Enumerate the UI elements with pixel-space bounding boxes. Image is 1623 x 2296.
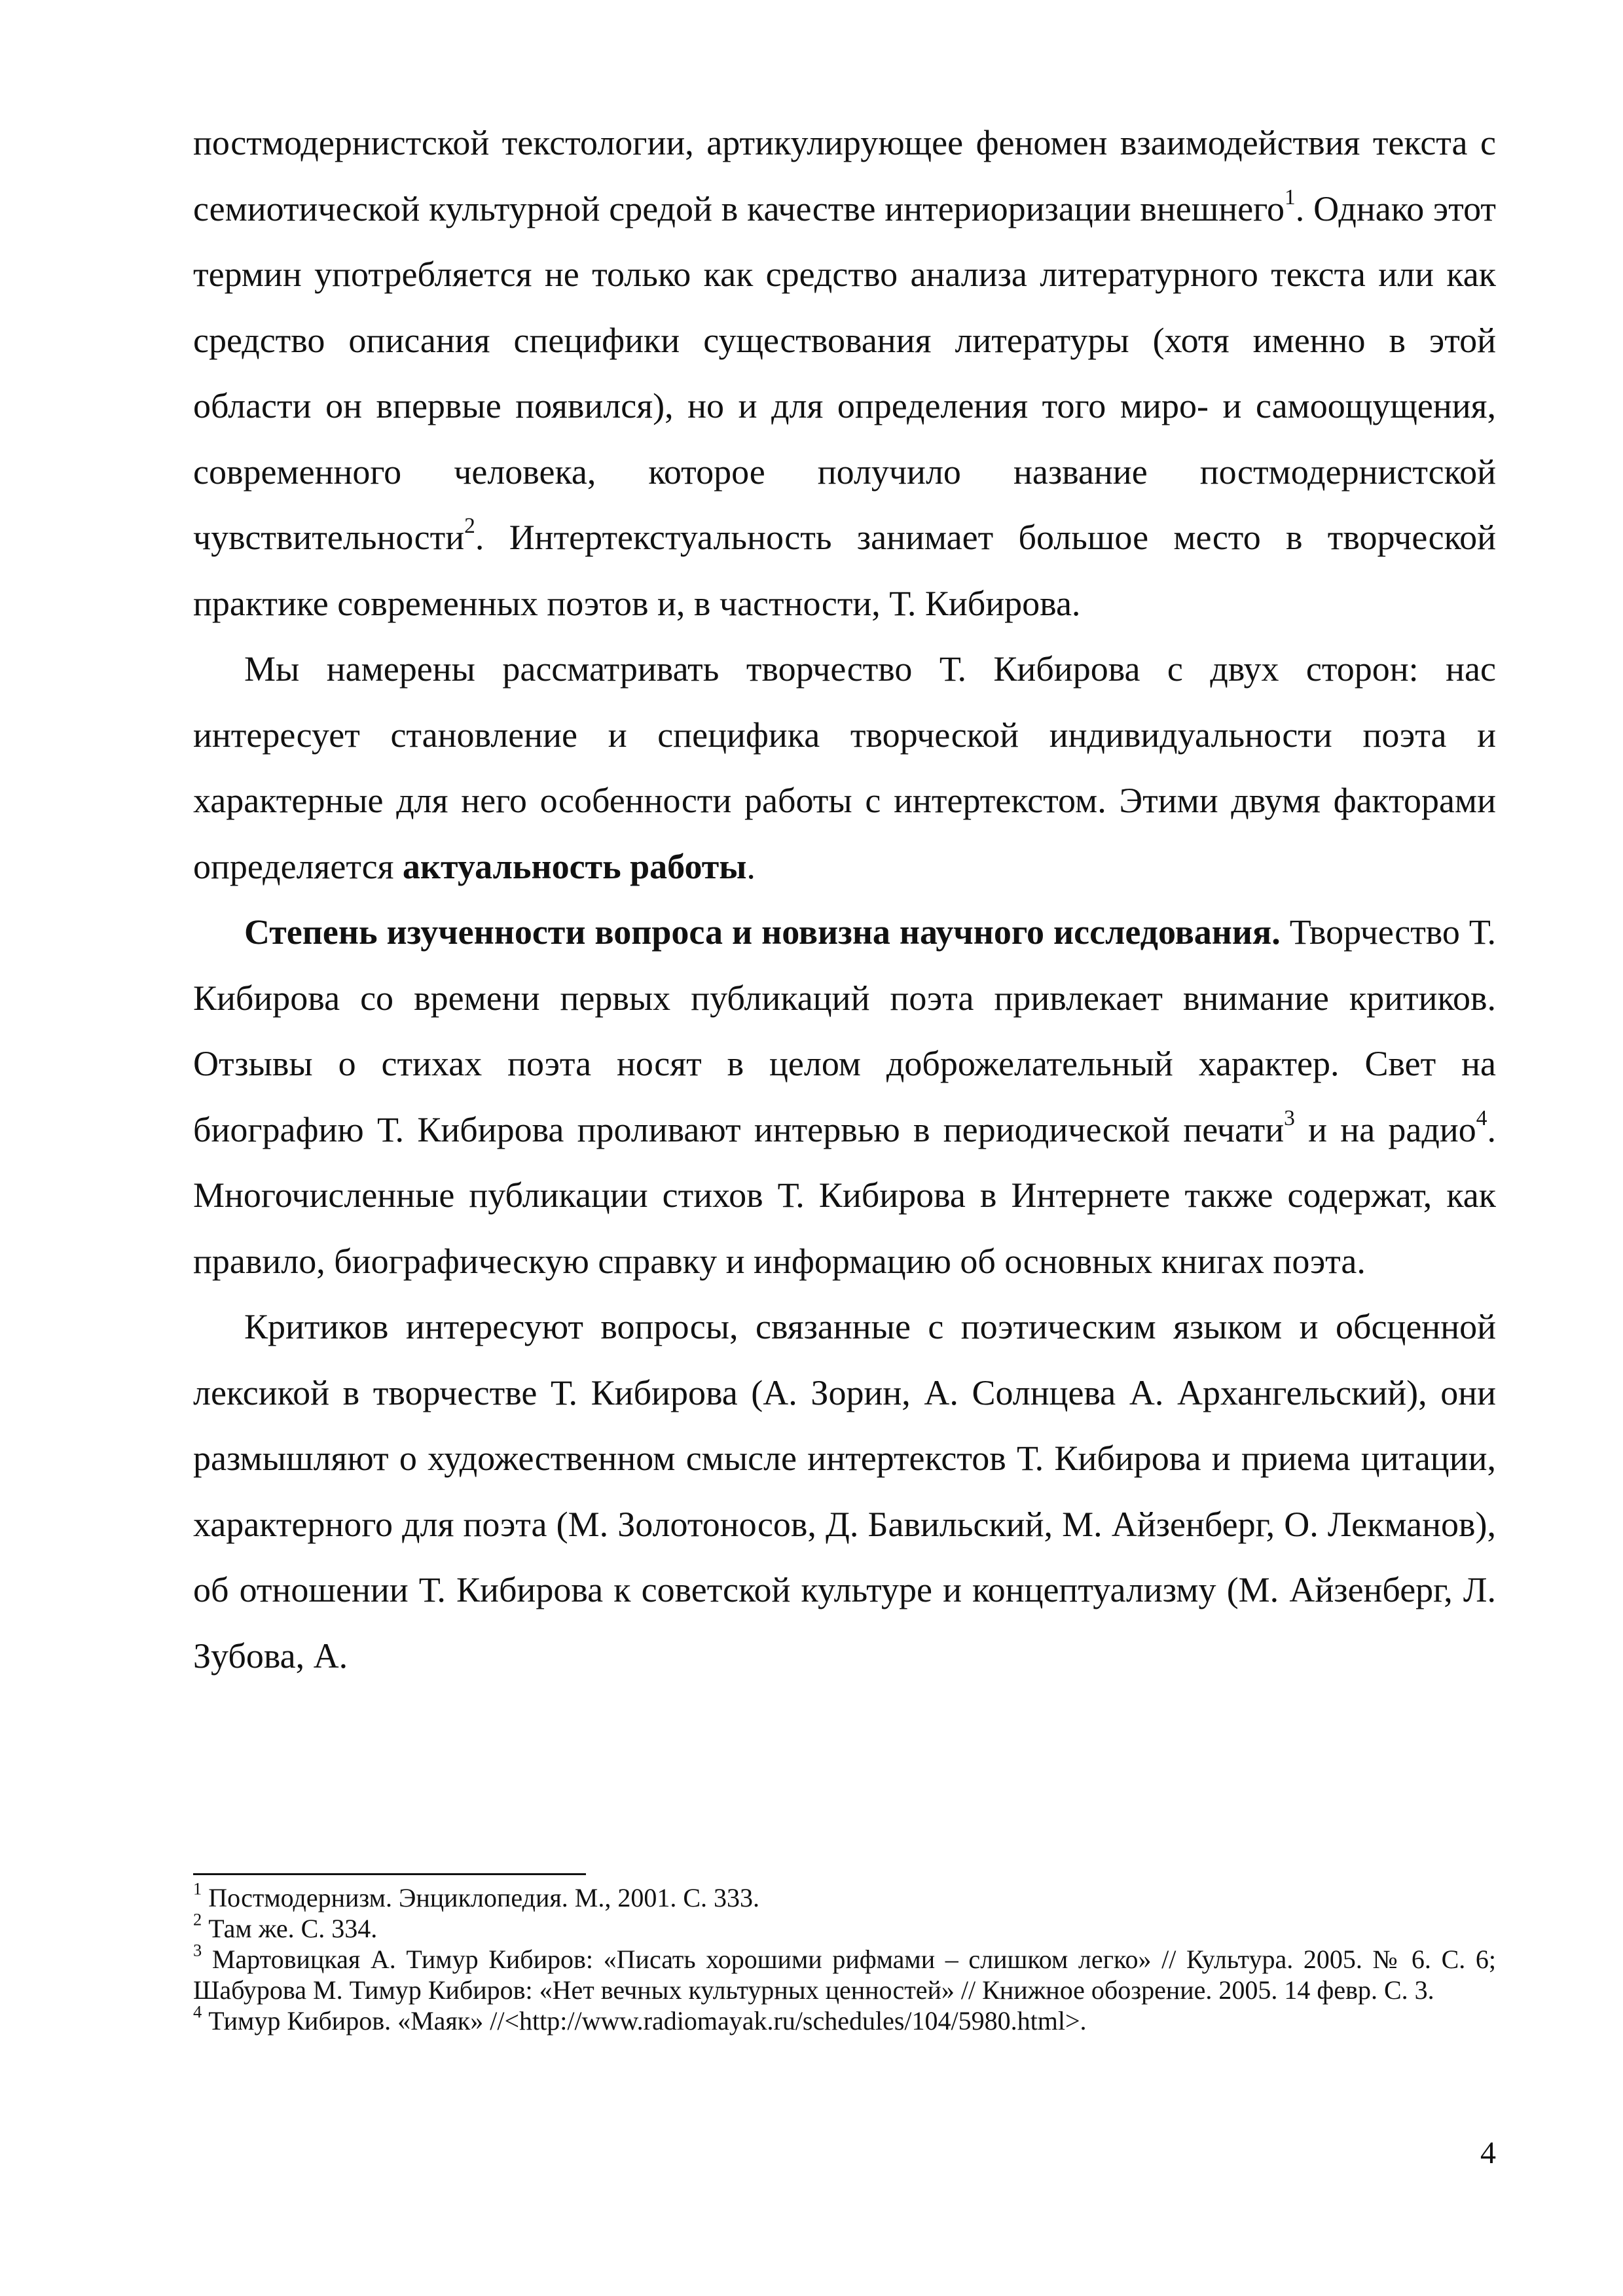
footnote-separator — [193, 1873, 586, 1875]
footnotes — [193, 1878, 1496, 2036]
paragraph-1 — [193, 110, 1496, 636]
footnote-3-number: 3 — [193, 1940, 202, 1960]
footnote-3 — [193, 1940, 1496, 2005]
footnote-ref-2: 2 — [464, 513, 475, 538]
footnote-4 — [193, 2001, 1496, 2036]
footnote-1 — [193, 1878, 1496, 1913]
paragraph-3 — [193, 899, 1496, 1294]
section-heading-inline: Степень изученности вопроса и новизна научного исследования. — [244, 912, 1281, 952]
footnote-4-number: 4 — [193, 2001, 202, 2022]
main-text — [193, 110, 1496, 1689]
paragraph-3-text-c: . Многочисленные публикации стихов Т. Кибирова в Интернете также содержат, как правило, биографическую справку и информацию об основных книгах поэта. — [193, 1109, 1497, 1281]
footnote-2-number: 2 — [193, 1909, 202, 1929]
paragraph-2 — [193, 636, 1496, 899]
page-number: 4 — [1480, 2136, 1496, 2170]
footnote-4-text: Тимур Кибиров. «Маяк» //<http://www.radiomayak.ru/schedules/104/5980.html>. — [202, 2006, 1087, 2036]
footnote-3-text: Мартовицкая А. Тимур Кибиров: «Писать хорошими рифмами – слишком легко» // Культура. 2005. № 6. С. 6; Шабурова М. Тимур Кибиров: «Нет вечных культурных ценностей» // Книжное обозрение. 2005. 14 февр. С. 3. — [193, 1945, 1496, 2005]
paragraph-2-text-a: Мы намерены рассматривать творчество Т. Кибирова с двух сторон: нас интересует становление и специфика творческой индивидуальности поэта и характерные для него особенности работы с интертекстом. Этими двумя факторами определяется — [193, 649, 1496, 886]
paragraph-1-text-a: постмодернистской текстологии, артикулирующее феномен взаимодействия текста с семиотической культурной средой в качестве интериоризации внешнего — [193, 123, 1496, 228]
footnote-ref-1: 1 — [1284, 185, 1296, 209]
relevance-term: актуальность работы — [402, 846, 747, 886]
paragraph-4: Критиков интересуют вопросы, связанные с поэтическим языком и обсценной лексикой в творчестве Т. Кибирова (А. Зорин, А. Солнцева А. Архангельский), они размышляют о художественном смысле интертекстов Т. Кибирова и приема цитации, характерного для поэта (М. Золотоносов, Д. Бавильский, М. Айзенберг, О. Лекманов), об отношении Т. Кибирова к советской культуре и концептуализму (М. Айзенберг, Л. Зубова, А. — [193, 1307, 1496, 1676]
footnote-1-number: 1 — [193, 1878, 202, 1899]
paragraph-1-text-b: . Однако этот термин употребляется не только как средство анализа литературного текста или как средство описания специфики существования литературы (хотя именно в этой области он впервые появился), но и для определения того миро- и самоощущения, современного человека, которое получило название постмодернистской чувствительности — [193, 188, 1496, 557]
footnote-2 — [193, 1909, 1496, 1944]
paragraph-2-text-b: . — [746, 846, 756, 886]
paragraph-3-text-b: и на радио — [1294, 1109, 1476, 1149]
paragraph-3-text-a: Творчество Т. Кибирова со времени первых публикаций поэта привлекает внимание критиков. Отзывы о стихах поэта носят в целом доброжелательный характер. Свет на биографию Т. Кибирова проливают интервью в периодической печати — [193, 912, 1496, 1149]
footnote-2-text: Там же. С. 334. — [202, 1914, 378, 1943]
footnote-ref-4: 4 — [1476, 1105, 1487, 1130]
footnote-ref-3: 3 — [1284, 1105, 1295, 1130]
footnote-1-text: Постмодернизм. Энциклопедия. М., 2001. С. 333. — [202, 1883, 759, 1912]
paragraph-1-text-c: . Интертекстуальность занимает большое место в творческой практике современных поэтов и, в частности, Т. Кибирова. — [193, 518, 1496, 623]
